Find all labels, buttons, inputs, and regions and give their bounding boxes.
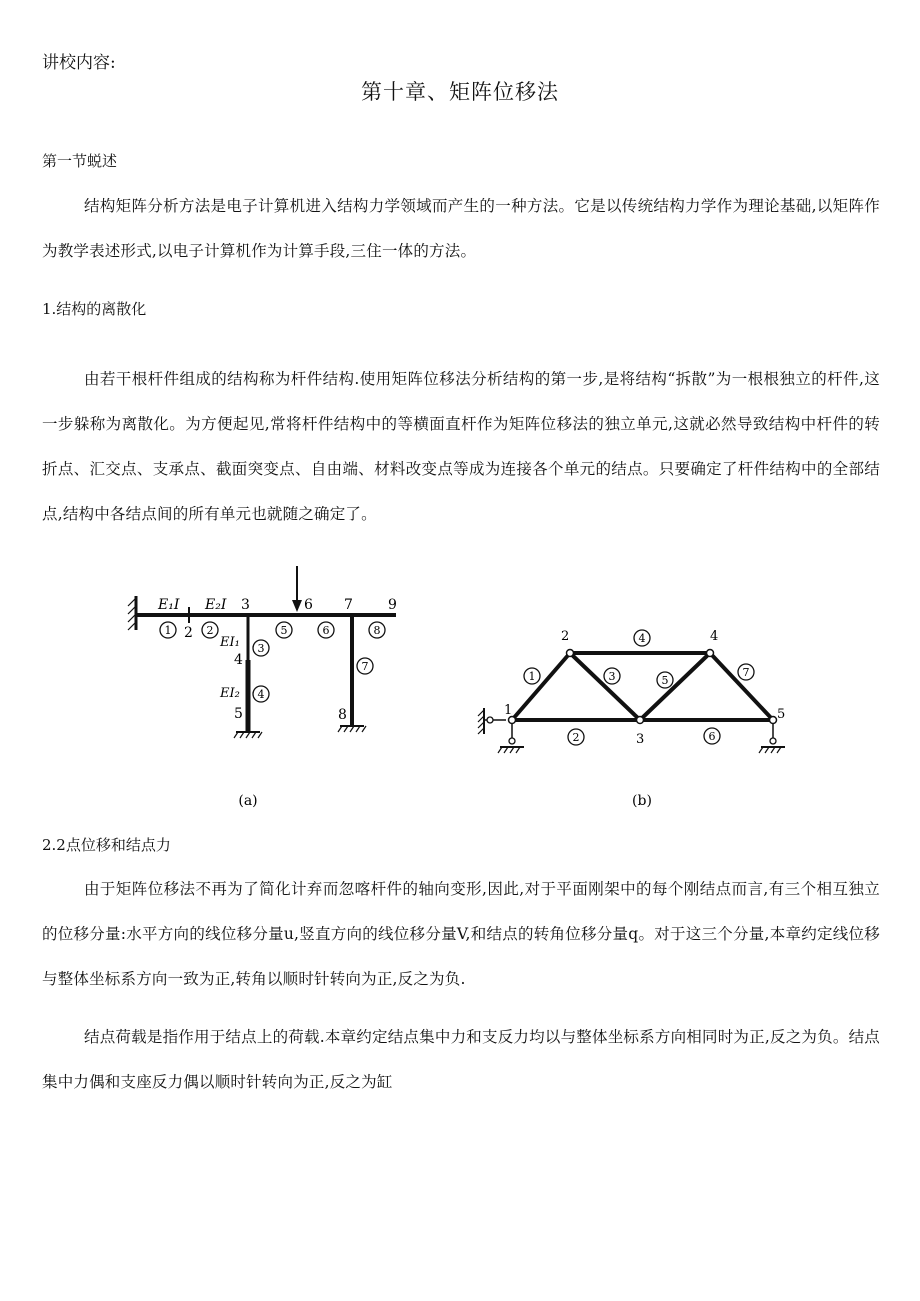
section-label-e2i: E₂I — [205, 597, 227, 613]
overview-paragraph: 结构矩阵分析方法是电子计算机进入结构力学领域而产生的一种方法。它是以传统结构力学作为理论基础,以矩阵作为教学表述形式,以电子计算机作为计算手段,三住一体的方法。 — [42, 197, 880, 260]
section-label-e1i: E₁I — [158, 597, 180, 613]
element-number-2: 2 — [572, 731, 580, 744]
discretization-paragraph: 由若干根杆件组成的结构称为杆件结构.使用矩阵位移法分析结构的第一步,是将结构“拆散”为一根根独立的杆件,这一步躲称为离散化。为方便起见,常将杆件结构中的等横面直杆作为矩阵位移法的独立单元,这就必然导致结构中杆件的转折点、汇交点、支承点、截面突变点、自由端、材料改变点等成为连接各个单元的结点。只要确定了杆件结构中的全部结点,结构中各结点间的所有单元也就随之确定了。 — [42, 370, 880, 523]
subsection-heading-discretization: 1.结构的离散化 — [42, 300, 147, 318]
node-label-5: 5 — [234, 706, 243, 722]
element-number-5: 5 — [661, 674, 669, 687]
member-1 — [512, 653, 570, 720]
element-number-3: 3 — [608, 670, 616, 683]
section-heading-overview: 第一节蜕述 — [42, 152, 118, 170]
load-arrow-head — [292, 600, 302, 612]
node-label-2: 2 — [184, 625, 193, 641]
node-label-2: 2 — [561, 629, 570, 644]
element-number-7: 7 — [361, 660, 369, 673]
node-label-5: 5 — [777, 707, 786, 722]
joint-3 — [637, 717, 644, 724]
element-number-6: 6 — [322, 624, 330, 637]
element-number-3: 3 — [257, 642, 265, 655]
node-label-4: 4 — [710, 629, 719, 644]
element-number-7: 7 — [742, 666, 750, 679]
element-number-1: 1 — [528, 670, 536, 683]
node-label-1: 1 — [504, 703, 513, 718]
figure-a-frame-diagram — [120, 560, 420, 820]
member-3 — [570, 653, 640, 720]
nodal-load-paragraph: 结点荷载是指作用于结点上的荷载.本章约定结点集中力和支反力均以与整体坐标系方向相同时为正,反之为负。结点集中力偶和支座反力偶以顺时针转向为正,反之为缸 — [42, 1028, 880, 1091]
element-number-4: 4 — [638, 632, 646, 645]
displacement-paragraph: 由于矩阵位移法不再为了简化计弃而忽喀杆件的轴向变形,因此,对于平面刚架中的每个刚结点而言,有三个相互独立的位移分量:水平方向的线位移分量u,竖直方向的线位移分量V,和结点的转角位移分量q。对于这三个分量,本章约定线位移与整体坐标系方向一致为正,转角以顺时针转向为正,反之为负. — [42, 880, 880, 988]
section-label-ei1: EI₁ — [220, 635, 240, 650]
node-label-6: 6 — [304, 597, 313, 613]
member-5 — [640, 653, 710, 720]
member-7 — [710, 653, 773, 720]
node-label-9: 9 — [388, 597, 397, 613]
node-label-7: 7 — [344, 597, 353, 613]
node-label-8: 8 — [338, 707, 347, 723]
element-number-6: 6 — [708, 730, 716, 743]
joint-4 — [707, 650, 714, 657]
node-label-3: 3 — [241, 597, 250, 613]
element-number-8: 8 — [373, 624, 381, 637]
subsection-heading-displacement: 2.2点位移和结点力 — [42, 836, 171, 854]
section-label-ei2: EI₂ — [220, 686, 240, 701]
node-label-3: 3 — [636, 732, 645, 747]
node-label-4: 4 — [234, 652, 243, 668]
element-number-2: 2 — [206, 624, 214, 637]
chapter-title: 第十章、矩阵位移法 — [361, 80, 559, 104]
figure-b-truss-diagram — [470, 610, 800, 820]
figure-b-caption: (b) — [632, 793, 652, 809]
lecture-label: 讲校内容: — [42, 53, 116, 73]
element-number-5: 5 — [280, 624, 288, 637]
figure-a-caption: (a) — [238, 793, 258, 809]
element-number-1: 1 — [164, 624, 172, 637]
joint-5 — [770, 717, 777, 724]
element-number-4: 4 — [257, 688, 265, 701]
joint-2 — [567, 650, 574, 657]
